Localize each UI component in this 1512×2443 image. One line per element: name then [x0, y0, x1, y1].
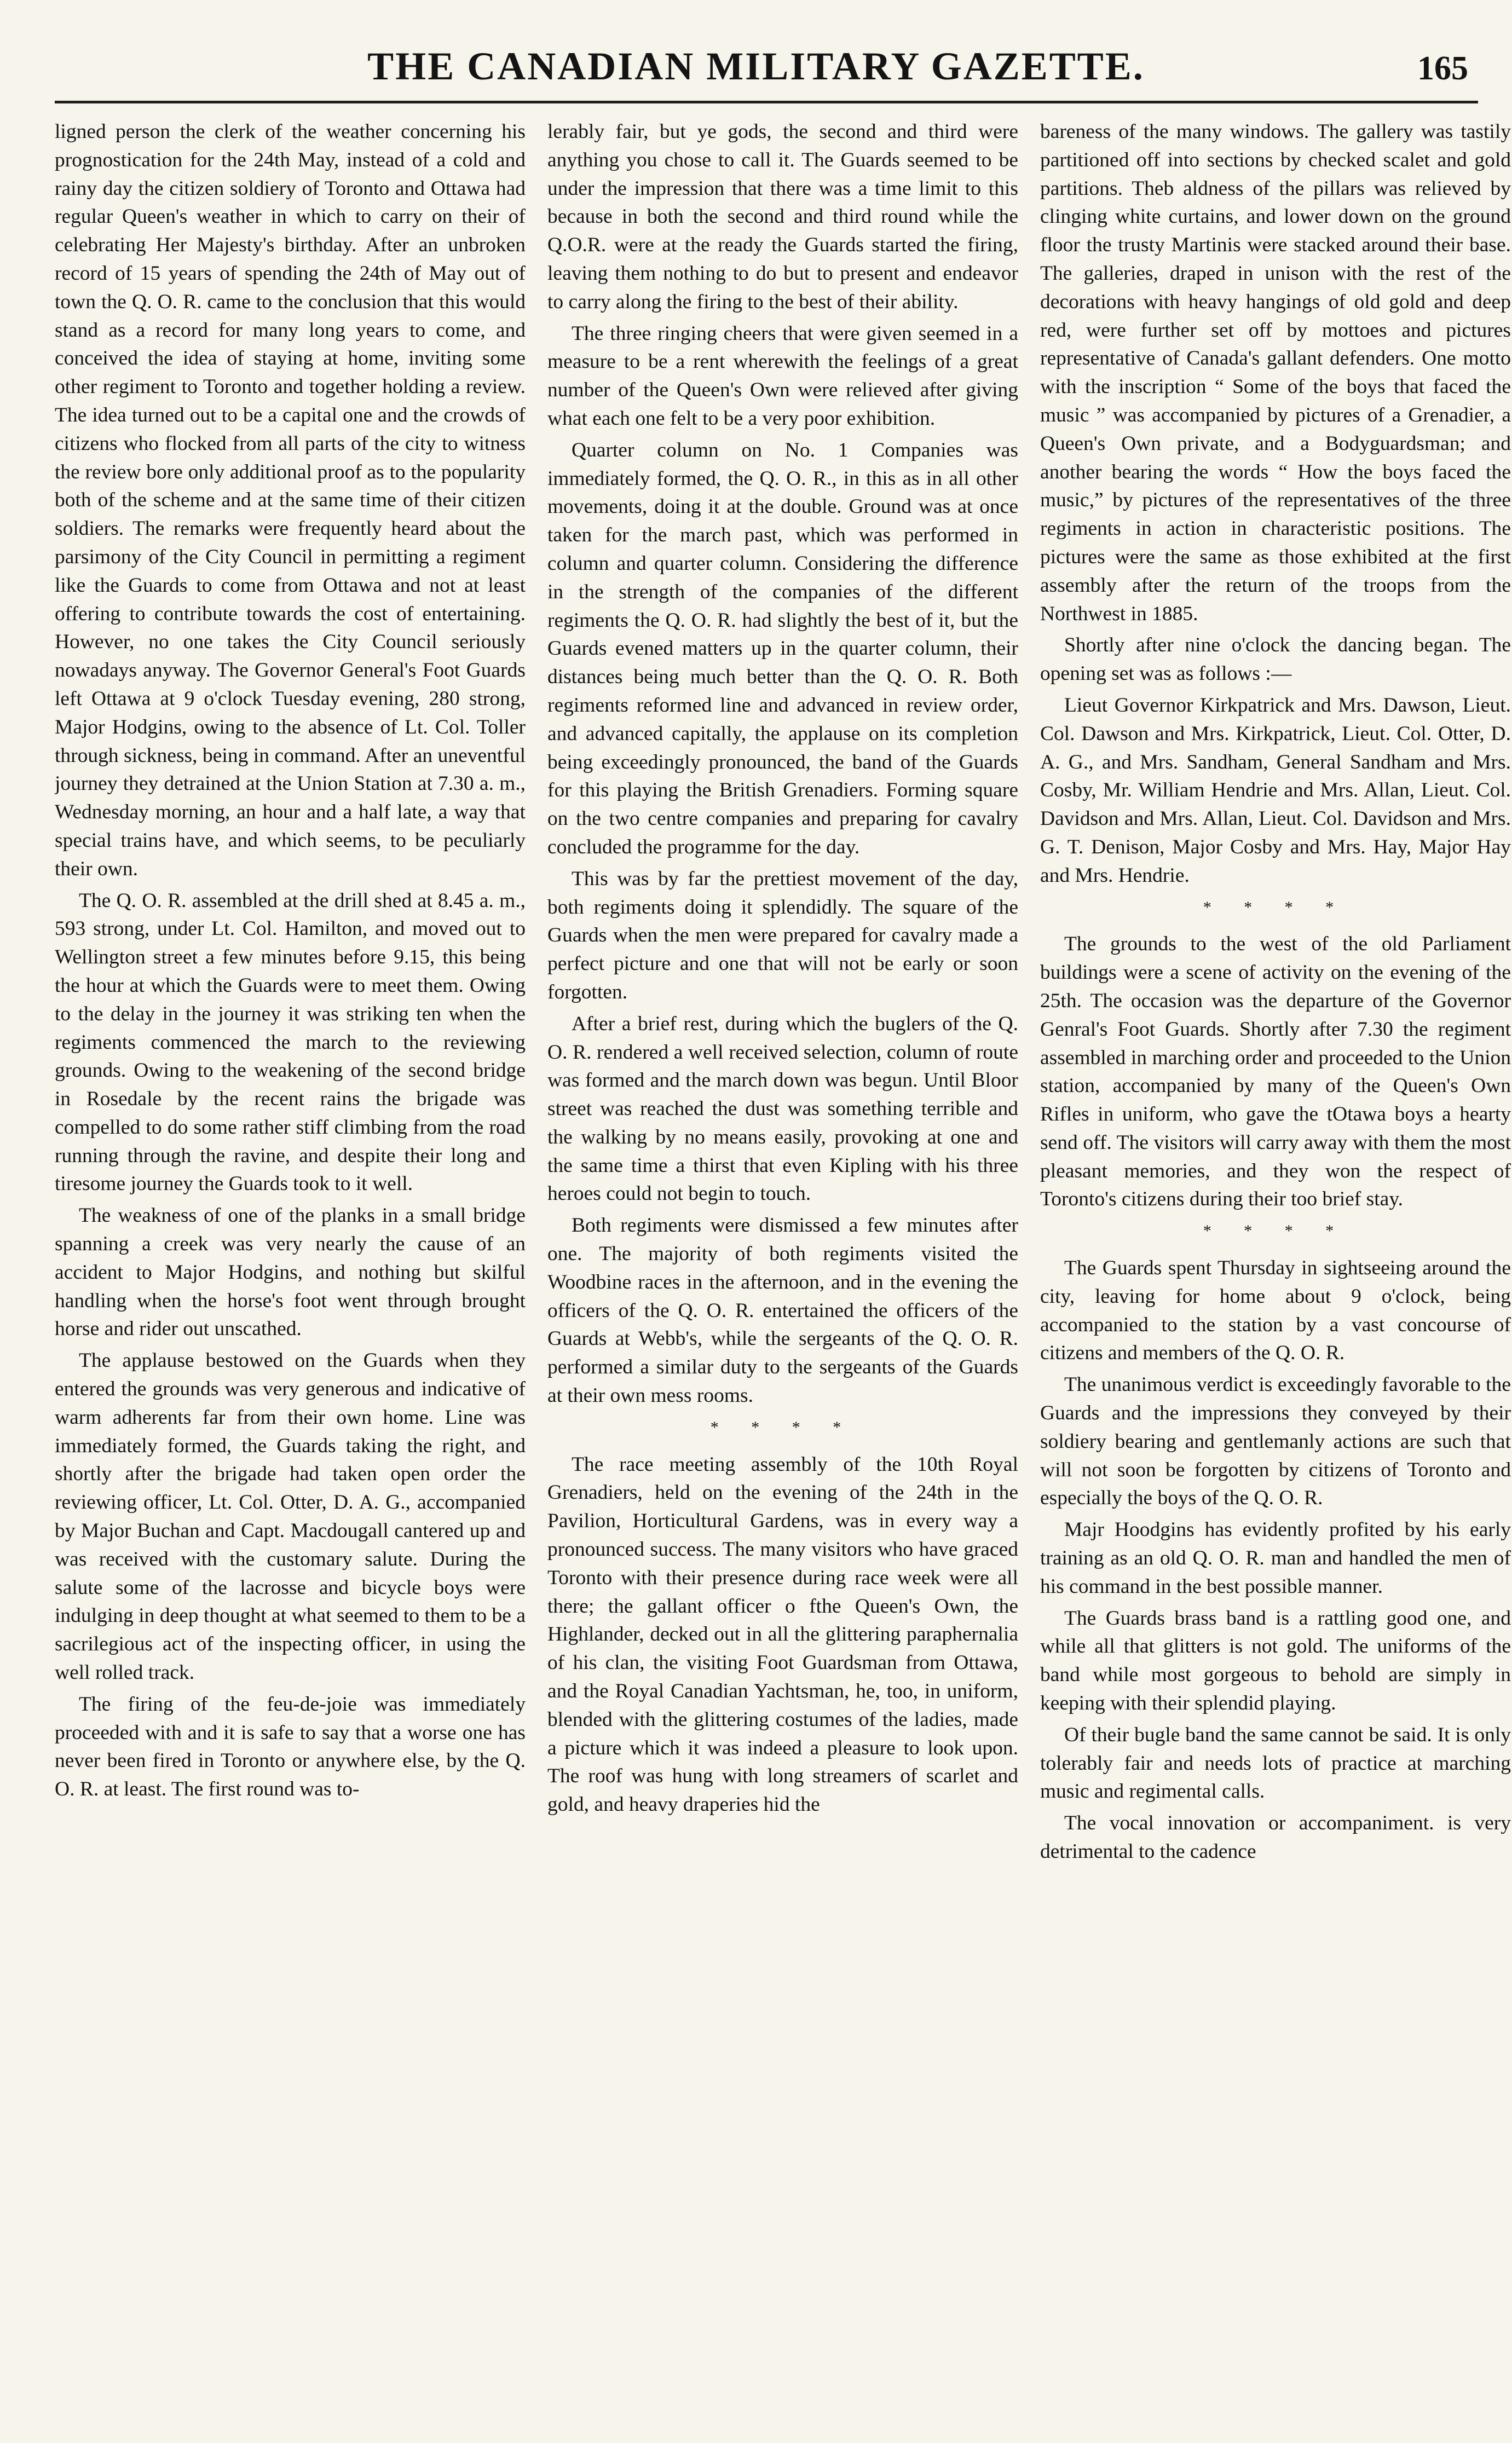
paragraph: The race meeting assembly of the 10th Royal Grenadiers, held on the evening of the 24th in the Pavilion, Horticultural Gardens, was in every way a pronounced success. The many visitors who have graced Toronto with their presence during race week were all there; the gallant officer o fthe Queen's Own, the Highlander, decked out in all the glittering paraphernalia of his clan, the visiting Foot Guardsman from Ottawa, and the Royal Canadian Yachtsman, he, too, in uniform, blended with the glittering costumes of the ladies, made a picture which it was indeed a pleasure to look upon. The roof was hung with long streamers of scarlet and gold, and heavy draperies hid the	[547, 1453, 1018, 1816]
article-columns	[55, 118, 1511, 2417]
section-separator: * * * *	[710, 1418, 856, 1436]
paragraph: The unanimous verdict is exceedingly favorable to the Guards and the impressions they conveyed by their soldiery bearing and gentlemanly actions are such that will not soon be forgotten by citizens of Toronto and especially the boys of the Q. O. R.	[1040, 1373, 1511, 1510]
paragraph: The applause bestowed on the Guards when they entered the grounds was very generous and indicative of warm adherents far from their own home. Line was immediately formed, the Guards taking the right, and shortly after the brigade had taken open order the reviewing officer, Lt. Col. Otter, D. A. G., accompanied by Major Buchan and Capt. Macdougall cantered up and was received with the customary salute. During the salute some of the lacrosse and bicycle boys were indulging in deep thought at what seemed to them to be a sacrilegious act of the inspecting officer, in using the well rolled track.	[55, 1349, 526, 1684]
paragraph: Of their bugle band the same cannot be said. It is only tolerably fair and needs lots of practice at marching music and regimental calls.	[1040, 1723, 1511, 1803]
column-3	[1040, 118, 1511, 2417]
paragraph: Lieut Governor Kirkpatrick and Mrs. Dawson, Lieut. Col. Dawson and Mrs. Kirkpatrick, Lieut. Col. Otter, D. A. G., and Mrs. Sandham, General Sandham and Mrs. Cosby, Mr. William Hendrie and Mrs. Allan, Lieut. Col. Davidson and Mrs. Allan, Lieut. Col. Davidson and Mrs. G. T. Denison, Major Cosby and Mrs. Hay, Major Hay and Mrs. Hendrie.	[1040, 694, 1511, 887]
publication-title: THE CANADIAN MILITARY GAZETTE.	[367, 44, 1145, 88]
paragraph: The vocal innovation or accompaniment. is very detrimental to the cadence	[1040, 1812, 1511, 1863]
paragraph: The Q. O. R. assembled at the drill shed at 8.45 a. m., 593 strong, under Lt. Col. Hamilton, and moved out to Wellington street a few minutes before 9.15, this being the hour at which the Guards were to meet them. Owing to the delay in the journey it was striking ten when the regiments commenced the march to the reviewing grounds. Owing to the weakening of the second bridge in Rosedale by the recent rains the brigade was compelled to do some rather stiff climbing from the road running through the ravine, and despite their long and tiresome journey the Guards took to it well.	[55, 889, 526, 1195]
header-rule	[55, 101, 1478, 103]
column-1	[55, 118, 526, 2417]
paragraph: ligned person the clerk of the weather concerning his prognostication for the 24th May, instead of a cold and rainy day the citizen soldiery of Toronto and Ottawa had regular Queen's weather in which to carry on their of celebrating Her Majesty's birthday. After an unbroken record of 15 years of spending the 24th of May out of town the Q. O. R. came to the conclusion that this would stand as a record for many long years to come, and conceived the idea of staying at home, inviting some other regiment to Toronto and together holding a review. The idea turned out to be a capital one and the crowds of citizens who flocked from all parts of the city to witness the review bore only additional proof as to the popularity both of the scheme and at the same time of their citizen soldiers. The remarks were frequently heard about the parsimony of the City Council in permitting a regiment like the Guards to come from Ottawa and not at least offering to contribute towards the cost of entertaining. However, no one takes the City Council seriously nowadays anyway. The Governor General's Foot Guards left Ottawa at 9 o'clock Tuesday evening, 280 strong, Major Hodgins, owing to the absence of Lt. Col. Toller through sickness, being in command. After an uneventful journey they detrained at the Union Station at 7.30 a. m., Wednesday morning, an hour and a half late, a way that special trains have, and which seems, to be peculiarly their own.	[55, 120, 526, 880]
paragraph: The firing of the feu-de-joie was immediately proceeded with and it is safe to say that a worse one has never been fired in Toronto or anywhere else, by the Q. O. R. at least. The first round was to-	[55, 1693, 526, 1801]
paragraph: Majr Hoodgins has evidently profited by his early training as an old Q. O. R. man and handled the men of his command in the best possible manner.	[1040, 1518, 1511, 1598]
section-separator: * * * *	[1203, 898, 1348, 916]
paragraph: The three ringing cheers that were given seemed in a measure to be a rent wherewith the feelings of a great number of the Queen's Own were relieved after giving what each one felt to be a very poor exhibition.	[547, 322, 1018, 430]
paragraph: Both regiments were dismissed a few minutes after one. The majority of both regiments visited the Woodbine races in the afternoon, and in the evening the officers of the Q. O. R. entertained the officers of the Guards at Webb's, while the sergeants of the Q. O. R. performed a similar duty to the sergeants of the Guards at their own mess rooms.	[547, 1214, 1018, 1407]
paragraph: This was by far the prettiest movement of the day, both regiments doing it splendidly. The square of the Guards when the men were prepared for cavalry made a perfect picture and one that will not be early or soon forgotten.	[547, 867, 1018, 1003]
paragraph: Shortly after nine o'clock the dancing began. The opening set was as follows :—	[1040, 634, 1511, 685]
paragraph: The Guards brass band is a rattling good one, and while all that glitters is not gold. The uniforms of the band while most gorgeous to behold are simply in keeping with their splendid playing.	[1040, 1607, 1511, 1715]
paragraph: bareness of the many windows. The gallery was tastily partitioned off into sections by checked scalet and gold partitions. Theb aldness of the pillars was relieved by clinging white curtains, and lower down on the ground floor the trusty Martinis were stacked around their base. The galleries, draped in unison with the rest of the decorations with heavy hangings of old gold and deep red, were further set off by mottoes and pictures representative of Canada's gallant defenders. One motto with the inscription “ Some of the boys that faced the music ” was accompanied by pictures of a Grenadier, a Queen's Own private, and a Bodyguardsman; and another bearing the words “ How the boys faced the music,” by pictures of the representatives of the three regiments in action in characteristic positions. The pictures were the same as those exhibited at the first assembly after the return of the troops from the Northwest in 1885.	[1040, 120, 1511, 625]
masthead	[0, 44, 1512, 104]
paragraph: lerably fair, but ye gods, the second and third were anything you chose to call it. The Guards seemed to be under the impression that there was a time limit to this because in both the second and third round while the Q.O.R. were at the ready the Guards started the firing, leaving them nothing to do but to present and endeavor to carry along the firing to the best of their ability.	[547, 120, 1018, 313]
paragraph: After a brief rest, during which the buglers of the Q. O. R. rendered a well received selection, column of route was formed and the march down was begun. Until Bloor street was reached the dust was something terrible and the walking by no means easily, provoking at one and the same time a thirst that even Kipling with his three heroes could not begin to touch.	[547, 1012, 1018, 1205]
section-separator: * * * *	[1203, 1222, 1348, 1240]
page-number: 165	[1417, 50, 1468, 87]
paragraph: The weakness of one of the planks in a small bridge spanning a creek was very nearly the cause of an accident to Major Hodgins, and nothing but skilful handling when the horse's foot went through brought horse and rider out unscathed.	[55, 1204, 526, 1341]
paragraph: The Guards spent Thursday in sightseeing around the city, leaving for home about 9 o'clock, being accompanied to the station by a vast concourse of citizens and members of the Q. O. R.	[1040, 1257, 1511, 1365]
column-2	[547, 118, 1018, 2417]
paragraph: Quarter column on No. 1 Companies was immediately formed, the Q. O. R., in this as in all other movements, doing it at the double. Ground was at once taken for the march past, which was performed in column and quarter column. Considering the difference in the strength of the companies of the different regiments the Q. O. R. had slightly the best of it, but the Guards evened matters up in the quarter column, their distances being much better than the Q. O. R. Both regiments reformed line and advanced in review order, and advanced capitally, the applause on its completion being exceedingly pronounced, the band of the Guards for this playing the British Grenadiers. Forming square on the two centre companies and preparing for cavalry concluded the programme for the day.	[547, 438, 1018, 858]
paragraph: The grounds to the west of the old Parliament buildings were a scene of activity on the evening of the 25th. The occasion was the departure of the Governor Genral's Foot Guards. Shortly after 7.30 the regiment assembled in marching order and proceeded to the Union station, accompanied by many of the Queen's Own Rifles in uniform, who gave the tOtawa boys a hearty send off. The visitors will carry away with them the most pleasant memories, and they won the respect of Toronto's citizens during their too brief stay.	[1040, 933, 1511, 1211]
